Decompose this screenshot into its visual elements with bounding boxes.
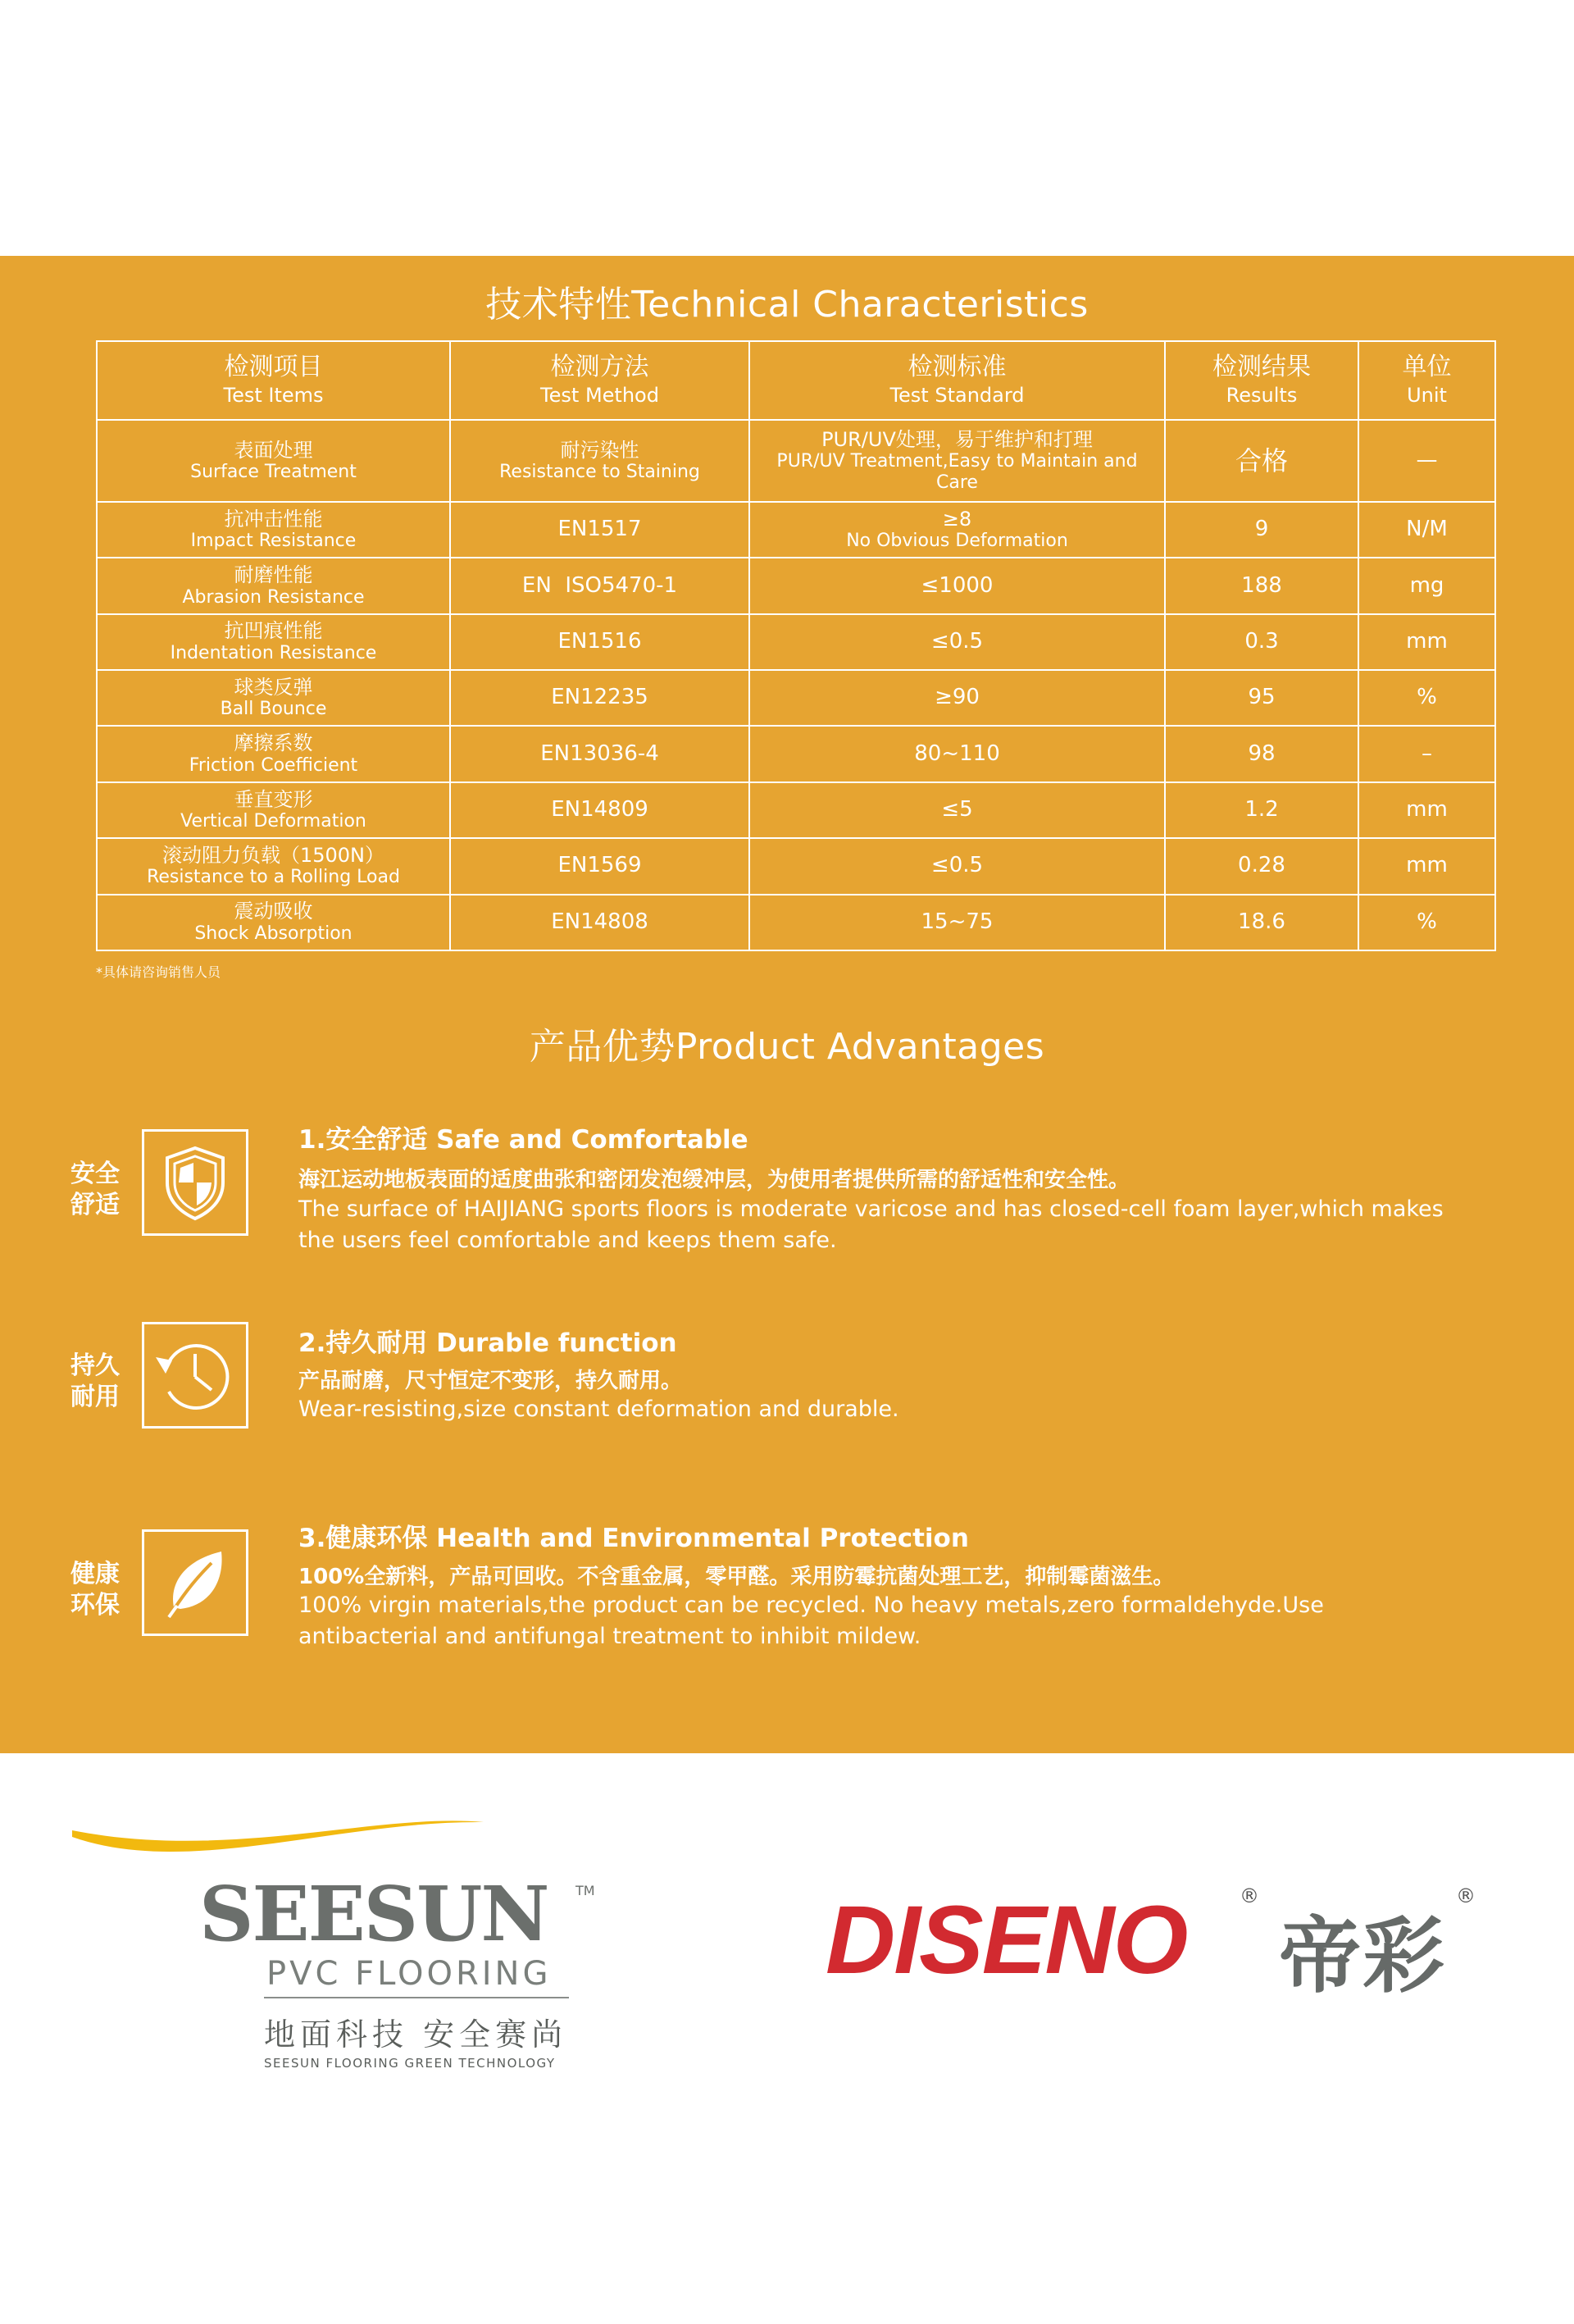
table-header-row: [97, 341, 1495, 420]
table-row: [97, 670, 1495, 726]
cell-method: EN1517: [450, 502, 749, 558]
seesun-subtitle: PVC FLOORING: [266, 1955, 552, 1993]
advantage-side-label: 安全 舒适: [71, 1160, 120, 1219]
cell-method: EN14809: [450, 782, 749, 838]
seesun-divider: [264, 1997, 569, 1998]
shield-icon: [144, 1132, 246, 1233]
table-row: [97, 502, 1495, 558]
shield-icon-box: [142, 1129, 248, 1236]
cell-result: 98: [1165, 726, 1358, 782]
cell-standard: ≤0.5: [749, 838, 1165, 894]
cell-result: 9: [1165, 502, 1358, 558]
cell-standard: ≤1000: [749, 558, 1165, 613]
cell-result: 18.6: [1165, 895, 1358, 950]
diseno-registered-mark: ®: [1240, 1884, 1259, 1907]
cell-unit: mm: [1358, 614, 1495, 670]
cell-unit: —: [1358, 420, 1495, 502]
table-row: [97, 726, 1495, 782]
cell-item: 球类反弹 Ball Bounce: [97, 670, 450, 726]
cell-result: 188: [1165, 558, 1358, 613]
advantage-cn-text: 海江运动地板表面的适度曲张和密闭发泡缓冲层，为使用者提供所需的舒适性和安全性。: [298, 1168, 1130, 1192]
advantage-title: 1.安全舒适 Safe and Comfortable: [298, 1125, 748, 1155]
cell-item: 摩擦系数 Friction Coefficient: [97, 726, 450, 782]
cell-unit: mg: [1358, 558, 1495, 613]
advantage-title: 2.持久耐用 Durable function: [298, 1328, 677, 1358]
table-row: [97, 614, 1495, 670]
cell-item: 滚动阻力负载（1500N） Resistance to a Rolling Load: [97, 838, 450, 894]
cell-standard: ≥90: [749, 670, 1165, 726]
advantage-side-label: 持久 耐用: [71, 1351, 120, 1411]
cell-standard: 80~110: [749, 726, 1165, 782]
clock-icon: [144, 1324, 246, 1426]
advantage-en-text: Wear-resisting,size constant deformation and durable.: [298, 1397, 899, 1422]
cell-item: 抗凹痕性能 Indentation Resistance: [97, 614, 450, 670]
cell-unit: N/M: [1358, 502, 1495, 558]
seesun-slogan-en: SEESUN FLOORING GREEN TECHNOLOGY: [264, 2056, 556, 2071]
cell-item: 耐磨性能 Abrasion Resistance: [97, 558, 450, 613]
cell-standard: ≤5: [749, 782, 1165, 838]
cell-standard: ≤0.5: [749, 614, 1165, 670]
advantage-cn-text: 100%全新料，产品可回收。不含重金属，零甲醛。采用防霉抗菌处理工艺，抑制霉菌滋生。: [298, 1565, 1175, 1589]
table-row: [97, 782, 1495, 838]
cell-unit: mm: [1358, 838, 1495, 894]
leaf-icon: [144, 1532, 246, 1634]
cell-unit: %: [1358, 895, 1495, 950]
table-row: [97, 895, 1495, 950]
cell-result: 0.3: [1165, 614, 1358, 670]
advantage-en-text: 100% virgin materials,the product can be recycled. No heavy metals,zero formaldehyde.Use antibacterial and antifungal treatment to inhibit mildew.: [298, 1593, 1324, 1649]
cell-standard: PUR/UV处理，易于维护和打理 PUR/UV Treatment,Easy to Maintain and Care: [749, 420, 1165, 502]
table-row: [97, 420, 1495, 502]
clock-icon-box: [142, 1322, 248, 1429]
header-results: 检测结果 Results: [1165, 341, 1358, 420]
seesun-slogan-cn: 地面科技 安全赛尚: [264, 2016, 568, 2053]
cell-standard: 15~75: [749, 895, 1165, 950]
header-test-method: 检测方法 Test Method: [450, 341, 749, 420]
leaf-icon-box: [142, 1529, 248, 1636]
technical-table: [96, 340, 1496, 951]
cell-method: EN1516: [450, 614, 749, 670]
cell-method: EN14808: [450, 895, 749, 950]
header-test-standard: 检测标准 Test Standard: [749, 341, 1165, 420]
cell-item: 表面处理 Surface Treatment: [97, 420, 450, 502]
header-test-items: 检测项目 Test Items: [97, 341, 450, 420]
diseno-cn-registered-mark: ®: [1456, 1884, 1476, 1907]
header-unit: 单位 Unit: [1358, 341, 1495, 420]
table-row: [97, 558, 1495, 613]
cell-unit: %: [1358, 670, 1495, 726]
advantage-en-text: The surface of HAIJIANG sports floors is moderate varicose and has closed-cell foam layer,which makes the users feel comfortable and keeps them safe.: [298, 1196, 1444, 1253]
diseno-brand-cn: 帝彩: [1279, 1908, 1446, 2004]
cell-result: 1.2: [1165, 782, 1358, 838]
seesun-tm: TM: [575, 1883, 595, 1898]
table-row: [97, 838, 1495, 894]
technical-title: 技术特性Technical Characteristics: [485, 284, 1089, 326]
cell-standard: ≥8 No Obvious Deformation: [749, 502, 1165, 558]
cell-method: EN1569: [450, 838, 749, 894]
advantage-cn-text: 产品耐磨，尺寸恒定不变形，持久耐用。: [298, 1369, 683, 1393]
cell-result: 0.28: [1165, 838, 1358, 894]
seesun-brand-name: SEESUN: [199, 1870, 548, 1958]
cell-unit: –: [1358, 726, 1495, 782]
cell-method: EN13036-4: [450, 726, 749, 782]
advantages-title: 产品优势Product Advantages: [529, 1026, 1045, 1068]
cell-item: 抗冲击性能 Impact Resistance: [97, 502, 450, 558]
cell-item: 垂直变形 Vertical Deformation: [97, 782, 450, 838]
diseno-brand-name: DISENO: [826, 1886, 1187, 1994]
cell-method: 耐污染性 Resistance to Staining: [450, 420, 749, 502]
cell-unit: mm: [1358, 782, 1495, 838]
advantage-title: 3.健康环保 Health and Environmental Protection: [298, 1524, 969, 1553]
cell-result: 合格: [1165, 420, 1358, 502]
cell-method: EN12235: [450, 670, 749, 726]
cell-result: 95: [1165, 670, 1358, 726]
cell-item: 震动吸收 Shock Absorption: [97, 895, 450, 950]
cell-method: EN ISO5470-1: [450, 558, 749, 613]
footnote: *具体请咨询销售人员: [96, 964, 221, 980]
advantage-side-label: 健康 环保: [71, 1560, 120, 1620]
